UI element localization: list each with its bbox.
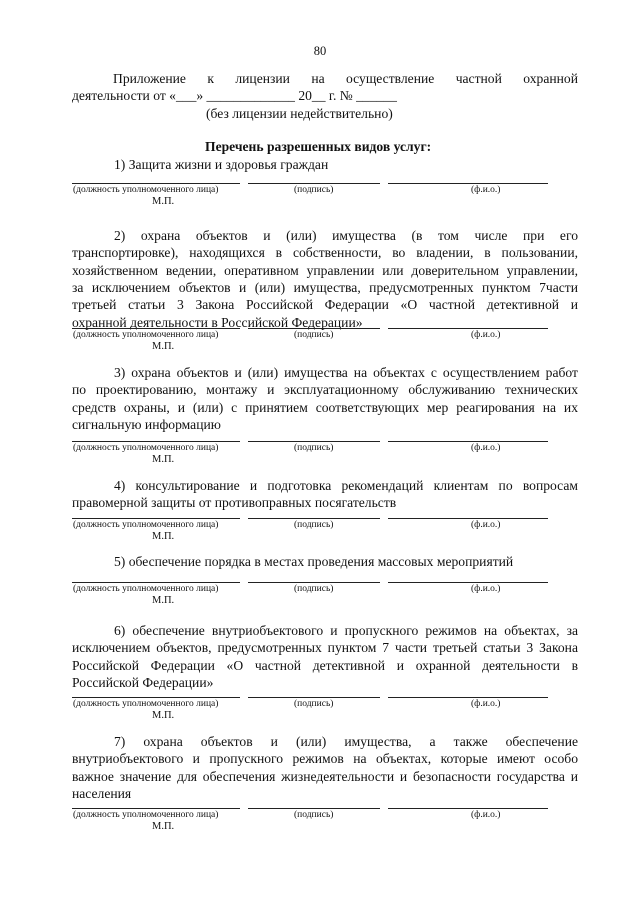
service-line: правомерной защиты от противоправных посягательств (72, 495, 397, 511)
signature-block-7 (0, 808, 640, 836)
service-line: сигнальную информацию (72, 416, 221, 432)
service-line: внутриобъектового и пропускного режимов на объектах, которые имеют особо (72, 751, 578, 767)
name-line (388, 328, 548, 329)
signature-line (248, 697, 380, 698)
signature-block-6 (0, 697, 640, 725)
signature-caption: (подпись) (294, 443, 334, 453)
position-caption: (должность уполномоченного лица) (73, 810, 219, 820)
position-line (72, 582, 240, 583)
position-caption: (должность уполномоченного лица) (73, 185, 219, 195)
signature-caption: (подпись) (294, 810, 334, 820)
stamp-mark: М.П. (152, 341, 175, 352)
name-line (388, 697, 548, 698)
service-line: населения (72, 785, 132, 801)
service-line: третьей статьи 3 Закона Российской Федерации «О частной детективной и (72, 297, 578, 313)
name-caption: (ф.и.о.) (471, 584, 501, 594)
position-caption: (должность уполномоченного лица) (73, 584, 219, 594)
name-caption: (ф.и.о.) (471, 185, 501, 195)
service-line: средств охраны, и (или) с принятием соответствующих мер реагирования на их (72, 399, 578, 415)
name-caption: (ф.и.о.) (471, 520, 501, 530)
header-line-2: деятельности от «___» _____________ 20__ г. № ______ (72, 88, 397, 103)
service-line: 3) охрана объектов и (или) имущества на объектах с осуществлением работ (114, 365, 578, 380)
name-caption: (ф.и.о.) (471, 810, 501, 820)
stamp-mark: М.П. (152, 531, 175, 542)
signature-block-1 (0, 183, 640, 211)
service-line: 2) охрана объектов и (или) имущества (в том числе при его (114, 228, 578, 243)
position-line (72, 441, 240, 442)
stamp-mark: М.П. (152, 710, 175, 721)
signature-block-3 (0, 441, 640, 469)
position-line (72, 697, 240, 698)
service-line: Российской Федерации» (72, 674, 214, 690)
name-line (388, 518, 548, 519)
signature-line (248, 328, 380, 329)
signature-block-4 (0, 518, 640, 546)
service-line: транспортировке), находящихся в собственности, во владении, в пользовании, (72, 245, 578, 261)
header-line-3: (без лицензии недействительно) (206, 106, 393, 121)
stamp-mark: М.П. (152, 196, 175, 207)
name-line (388, 808, 548, 809)
signature-line (248, 518, 380, 519)
signature-caption: (подпись) (294, 330, 334, 340)
signature-line (248, 441, 380, 442)
position-caption: (должность уполномоченного лица) (73, 699, 219, 709)
position-caption: (должность уполномоченного лица) (73, 443, 219, 453)
position-line (72, 183, 240, 184)
service-line: Российской Федерации «О частной детективной и охранной деятельности в (72, 657, 578, 673)
stamp-mark: М.П. (152, 595, 175, 606)
name-caption: (ф.и.о.) (471, 699, 501, 709)
signature-line (248, 582, 380, 583)
name-caption: (ф.и.о.) (471, 330, 501, 340)
position-line (72, 808, 240, 809)
header-line-1: Приложение к лицензии на осуществление частной охранной (113, 71, 578, 86)
name-line (388, 441, 548, 442)
list-title: Перечень разрешенных видов услуг: (205, 139, 432, 154)
service-line: исключением объектов, предусмотренных пунктом 7 части третьей статьи 3 Закона (72, 640, 578, 656)
service-line: 4) консультирование и подготовка рекомендаций клиентам по вопросам (114, 478, 578, 493)
position-line (72, 328, 240, 329)
service-line: охранной деятельности в Российской Федерации» (72, 314, 363, 330)
signature-line (248, 183, 380, 184)
position-line (72, 518, 240, 519)
service-line: 1) Защита жизни и здоровья граждан (114, 157, 329, 172)
stamp-mark: М.П. (152, 821, 175, 832)
name-line (388, 183, 548, 184)
name-line (388, 582, 548, 583)
service-line: за исключением объектов и (или) имущества, предусмотренных пунктом 7части (72, 279, 578, 295)
signature-caption: (подпись) (294, 520, 334, 530)
position-caption: (должность уполномоченного лица) (73, 520, 219, 530)
service-line: 6) обеспечение внутриобъектового и пропускного режимов на объектах, за (114, 623, 578, 638)
service-line: 7) охрана объектов и (или) имущества, а также обеспечение (114, 734, 578, 749)
service-line: по проектированию, монтажу и эксплуатационному обслуживанию технических (72, 382, 578, 398)
position-caption: (должность уполномоченного лица) (73, 330, 219, 340)
signature-block-5 (0, 582, 640, 610)
signature-line (248, 808, 380, 809)
signature-caption: (подпись) (294, 699, 334, 709)
signature-block-2 (0, 328, 640, 356)
name-caption: (ф.и.о.) (471, 443, 501, 453)
signature-caption: (подпись) (294, 185, 334, 195)
signature-caption: (подпись) (294, 584, 334, 594)
stamp-mark: М.П. (152, 454, 175, 465)
service-line: 5) обеспечение порядка в местах проведения массовых мероприятий (114, 554, 514, 569)
service-line: важное значение для обеспечения жизнедеятельности и безопасности государства и (72, 768, 578, 784)
page-number: 80 (313, 44, 327, 58)
service-line: хозяйственном ведении, оперативном управлении или доверительном управлении, (72, 262, 578, 278)
